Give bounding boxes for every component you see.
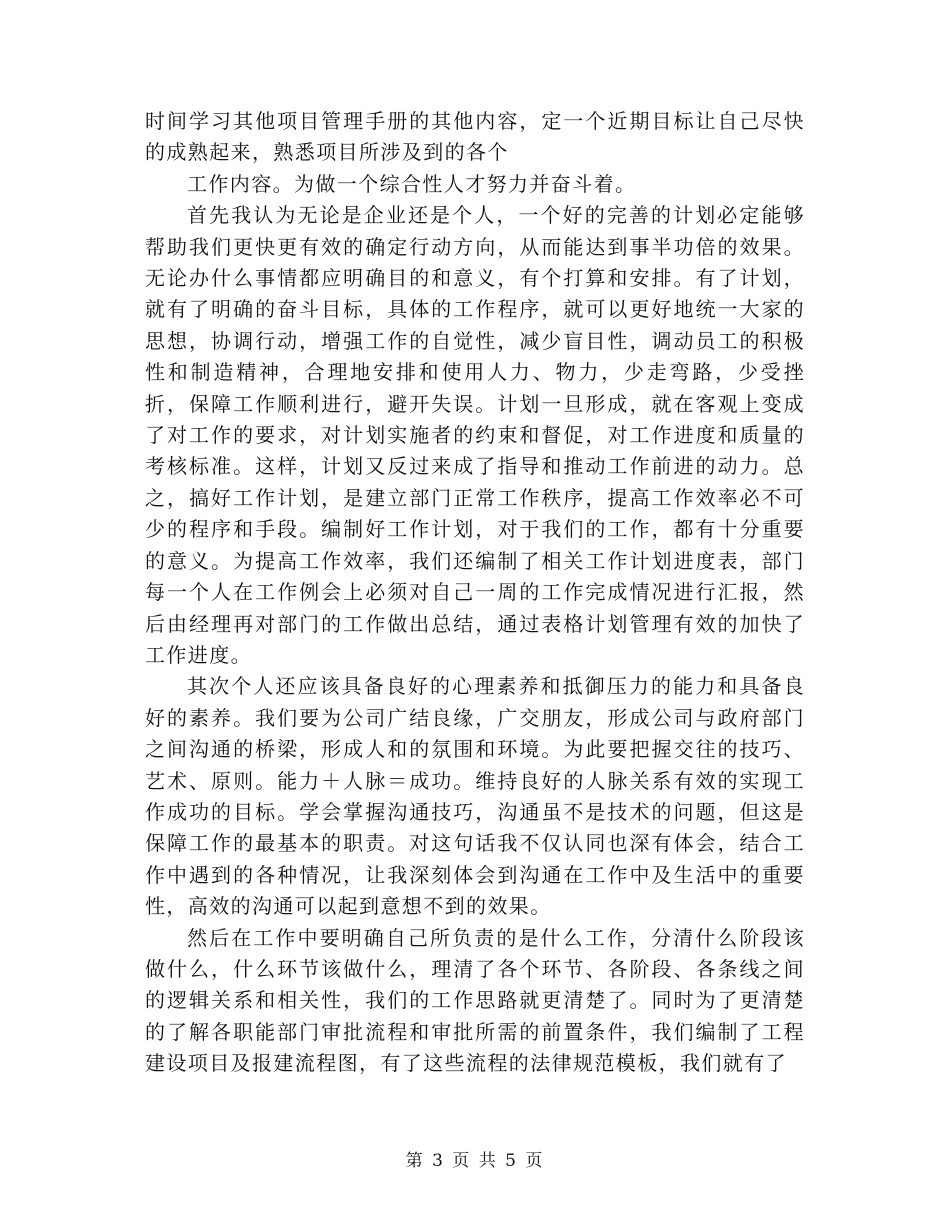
- paragraph-2: 工作内容。为做一个综合性人才努力并奋斗着。: [187, 171, 637, 196]
- body-text: [145, 106, 805, 1080]
- paragraph-4: 其次个人还应该具备良好的心理素养和抵御压力的能力和具备良好的素养。我们要为公司广结良缘，广交朋友，形成公司与政府部门之间沟通的桥梁，形成人和的氛围和环境。为此要把握交往的技巧、艺术、原则。能力＋人脉＝成功。维持良好的人脉关系有效的实现工作成功的目标。学会掌握沟通技巧，沟通虽不是技术的问题，但这是保障工作的最基本的职责。对这句话我不仅认同也深有体会，结合工作中遇到的各种情况，让我深刻体会到沟通在工作中及生活中的重要性，高效的沟通可以起到意想不到的效果。: [145, 674, 805, 919]
- paragraph-3: 首先我认为无论是企业还是个人，一个好的完善的计划必定能够帮助我们更快更有效的确定行动方向，从而能达到事半功倍的效果。无论办什么事情都应明确目的和意义，有个打算和安排。有了计划，就有了明确的奋斗目标，具体的工作程序，就可以更好地统一大家的思想，协调行动，增强工作的自觉性，减少盲目性，调动员工的积极性和制造精神，合理地安排和使用人力、物力，少走弯路，少受挫折，保障工作顺利进行，避开失误。计划一旦形成，就在客观上变成了对工作的要求，对计划实施者的约束和督促，对工作进度和质量的考核标准。这样，计划又反过来成了指导和推动工作前进的动力。总之，搞好工作计划，是建立部门正常工作秩序，提高工作效率必不可少的程序和手段。编制好工作计划，对于我们的工作，都有十分重要的意义。为提高工作效率，我们还编制了相关工作计划进度表，部门每一个人在工作例会上必须对自己一周的工作完成情况进行汇报，然后由经理再对部门的工作做出总结，通过表格计划管理有效的加快了工作进度。: [145, 203, 805, 667]
- paragraph-5: 然后在工作中要明确自己所负责的是什么工作，分清什么阶段该做什么，什么环节该做什么，理清了各个环节、各阶段、各条线之间的逻辑关系和相关性，我们的工作思路就更清楚了。同时为了更清楚的了解各职能部门审批流程和审批所需的前置条件，我们编制了工程建设项目及报建流程图，有了这些流程的法律规范模板，我们就有了: [145, 925, 805, 1076]
- paragraph-1: 时间学习其他项目管理手册的其他内容，定一个近期目标让自己尽快的成熟起来，熟悉项目所涉及到的各个: [145, 109, 805, 165]
- page-number-footer: 第 3 页 共 5 页: [405, 1151, 545, 1171]
